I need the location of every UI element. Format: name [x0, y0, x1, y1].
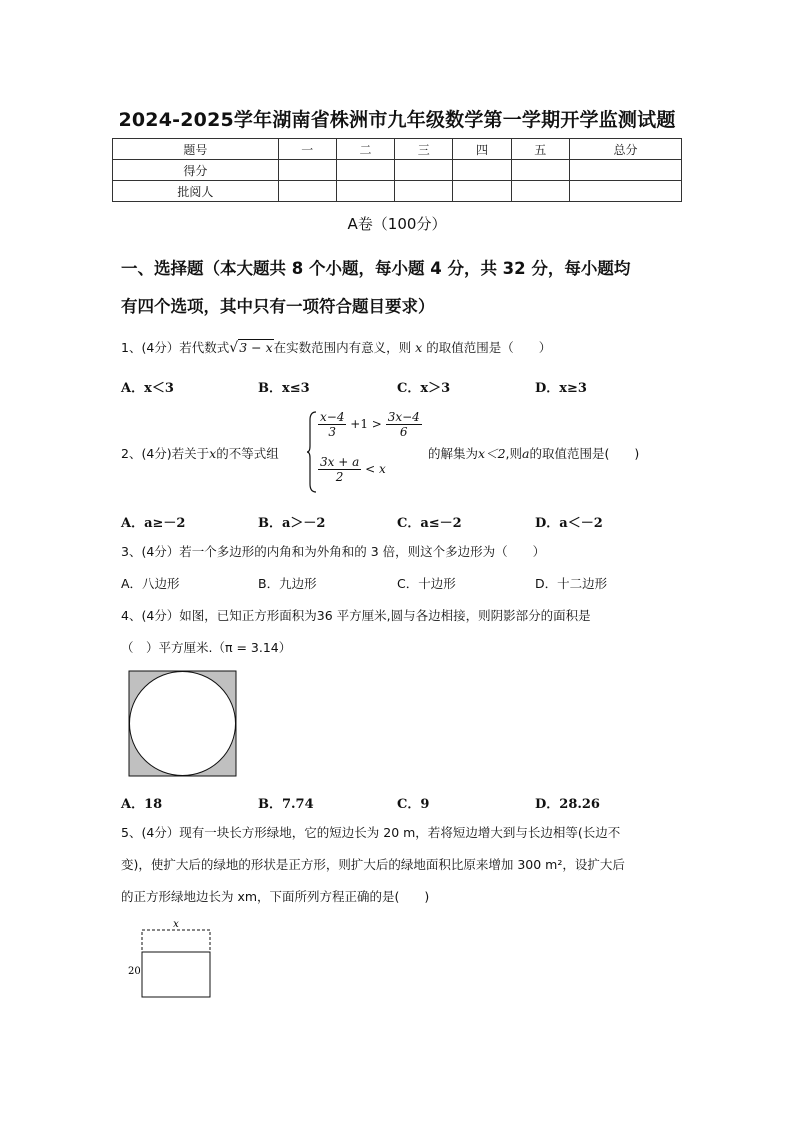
page-title: 2024-2025学年湖南省株洲市九年级数学第一学期开学监测试题 — [118, 109, 676, 131]
q2-tail — [428, 444, 639, 462]
q2-ineq1-mid: +1 > — [350, 417, 382, 431]
q2-mid: 的不等式组 — [216, 446, 279, 461]
score-cell[interactable] — [278, 181, 336, 202]
q3-option-d[interactable]: D．十二边形 — [535, 576, 608, 591]
q4-option-b[interactable]: B．7.74 — [258, 797, 314, 812]
q4-option-d[interactable]: D．28.26 — [535, 797, 600, 812]
fig-label-x: x — [173, 919, 179, 930]
question-4-line2: （ ）平方厘米.（π = 3.14） — [121, 640, 292, 655]
score-cell[interactable] — [336, 160, 394, 181]
q1-option-c[interactable]: C．x＞3 — [397, 381, 451, 396]
q1-mid: 在实数范围内有意义，则 — [273, 340, 412, 355]
q2-option-b[interactable]: B．a＞－2 — [258, 516, 326, 531]
sqrt-sign: √ — [229, 340, 239, 356]
q2-inequality-2 — [318, 455, 386, 484]
q2-prefix: 2、(4分)若关于 — [121, 446, 210, 461]
q2-suffix-b: ,则 — [505, 446, 523, 461]
fig-label-20: 20 — [128, 966, 141, 977]
question-5-line2: 变)，使扩大后的绿地的形状是正方形，则扩大后的绿地面积比原来增加 300 m²，设扩大后 — [121, 857, 625, 872]
q2-inequality-1 — [318, 410, 422, 439]
frac — [318, 410, 346, 439]
question-3: 3、(4分）若一个多边形的内角和为外角和的 3 倍，则这个多边形为（ ） — [121, 544, 546, 559]
score-cell[interactable] — [453, 160, 511, 181]
score-header-cell: 题号 — [113, 139, 279, 160]
q4-option-c[interactable]: C．9 — [397, 797, 430, 812]
q2-lead — [121, 444, 279, 462]
q2-var: x — [209, 446, 217, 461]
q1-option-d[interactable]: D．x≥3 — [535, 381, 587, 396]
score-cell[interactable] — [511, 160, 569, 181]
frac-den: 2 — [335, 470, 344, 484]
q1-option-b[interactable]: B．x≤3 — [258, 381, 310, 396]
score-row-label: 批阅人 — [113, 181, 279, 202]
score-cell[interactable] — [395, 160, 453, 181]
section-heading-line1: 一、选择题（本大题共 8 个小题，每小题 4 分，共 32 分，每小题均 — [121, 259, 631, 278]
q2-suffix-a: 的解集为 — [428, 446, 479, 461]
score-header-cell: 总分 — [569, 139, 681, 160]
rectangle-figure — [126, 918, 218, 1002]
q2-param: a — [522, 446, 530, 461]
q2-option-d[interactable]: D．a＜－2 — [535, 516, 603, 531]
score-table-row — [113, 160, 682, 181]
q3-option-b[interactable]: B．九边形 — [258, 576, 317, 591]
dashed-extension — [142, 930, 210, 952]
frac-den: 6 — [399, 425, 408, 439]
score-header-cell: 四 — [453, 139, 511, 160]
score-cell[interactable] — [336, 181, 394, 202]
score-header-cell: 三 — [395, 139, 453, 160]
score-header-cell: 一 — [278, 139, 336, 160]
q1-suffix: 的取值范围是（ ） — [426, 340, 552, 355]
score-table — [112, 138, 682, 202]
frac — [318, 455, 361, 484]
score-cell[interactable] — [511, 181, 569, 202]
score-cell[interactable] — [569, 181, 681, 202]
q2-ineq2-rhs: < x — [365, 462, 386, 476]
score-cell[interactable] — [453, 181, 511, 202]
score-table-row — [113, 181, 682, 202]
frac — [386, 410, 422, 439]
score-row-label: 得分 — [113, 160, 279, 181]
score-header-cell: 二 — [336, 139, 394, 160]
q1-prefix: 1、(4分）若代数式 — [121, 340, 230, 355]
q2-option-a[interactable]: A．a≥－2 — [121, 516, 186, 531]
frac-num: 3x−4 — [387, 410, 420, 424]
system-brace — [306, 410, 318, 494]
score-cell[interactable] — [278, 160, 336, 181]
question-5-line1: 5、(4分）现有一块长方形绿地，它的短边长为 20 m，若将短边增大到与长边相等(长边不 — [121, 825, 621, 840]
question-4-line1: 4、(4分）如图，已知正方形面积为36 平方厘米,圆与各边相接，则阴影部分的面积是 — [121, 608, 591, 623]
inscribed-circle — [130, 672, 236, 776]
section-heading-line2: 有四个选项，其中只有一项符合题目要求） — [121, 297, 435, 316]
question-1 — [121, 338, 551, 356]
score-header-cell: 五 — [511, 139, 569, 160]
frac-num: 3x + a — [320, 455, 360, 469]
score-cell[interactable] — [395, 181, 453, 202]
question-5-line3: 的正方形绿地边长为 xm，下面所列方程正确的是( ) — [121, 889, 430, 904]
q2-option-c[interactable]: C．a≤－2 — [397, 516, 462, 531]
square-circle-figure — [128, 670, 238, 778]
frac-den: 3 — [328, 425, 337, 439]
q4-option-a[interactable]: A．18 — [121, 797, 163, 812]
q3-option-a[interactable]: A．八边形 — [121, 576, 180, 591]
q3-option-c[interactable]: C．十边形 — [397, 576, 456, 591]
paper-a-heading: A卷（100分） — [347, 215, 447, 233]
frac-num: x−4 — [320, 410, 345, 424]
original-rectangle — [142, 952, 210, 997]
q1-radicand: 3 − x — [239, 340, 273, 355]
q2-cond: x＜2 — [478, 446, 506, 461]
q1-option-a[interactable]: A．x＜3 — [121, 381, 174, 396]
score-cell[interactable] — [569, 160, 681, 181]
score-table-header-row — [113, 139, 682, 160]
q1-var: x — [415, 340, 423, 355]
q2-suffix-c: 的取值范围是( ) — [529, 446, 640, 461]
